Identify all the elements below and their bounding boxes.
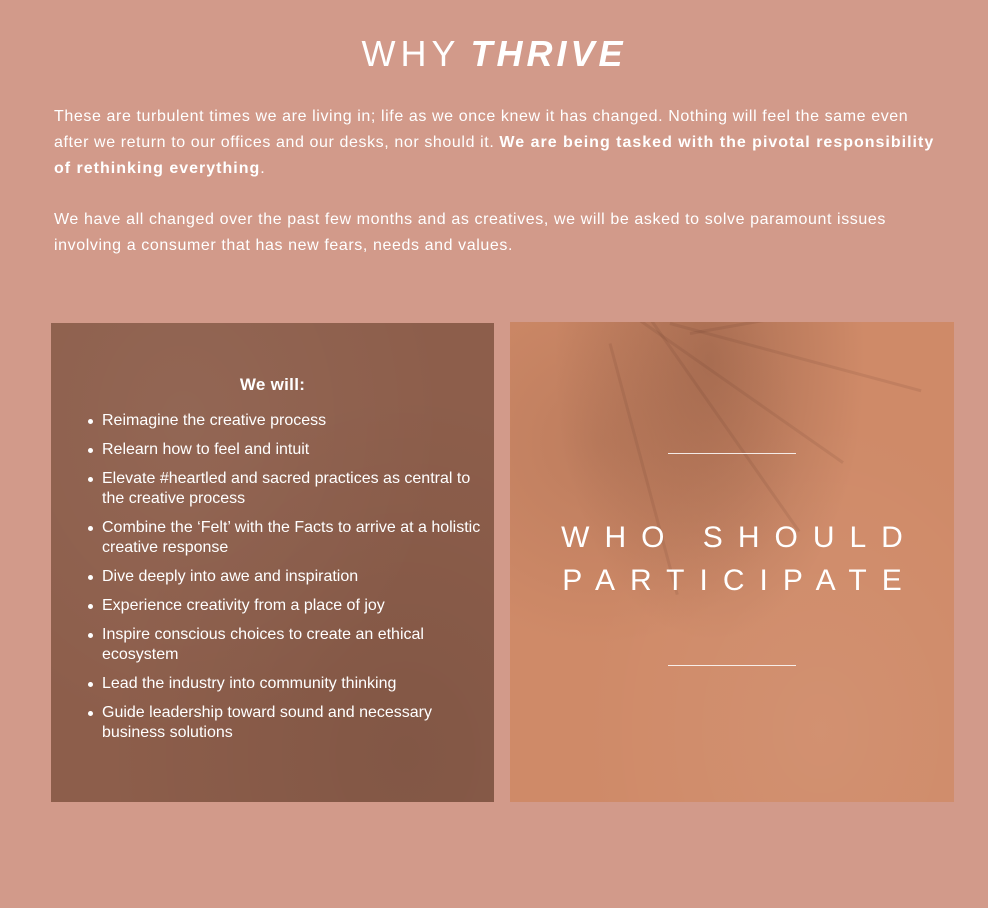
list-item: Inspire conscious choices to create an ethical ecosystem [102,625,482,665]
who-should-participate-heading [510,516,954,602]
bullet-icon [88,604,93,609]
list-item: Experience creativity from a place of joy [102,596,482,616]
intro-text [54,104,944,284]
list-item: Relearn how to feel and intuit [102,440,482,460]
leaf-shadow [670,322,922,392]
intro-p1-bold: We are being tasked with the pivotal responsibility of rethinking everything [54,134,935,177]
bullet-icon [88,419,93,424]
list-item: Reimagine the creative process [102,411,482,431]
intro-paragraph-2: We have all changed over the past few months and as creatives, we will be asked to solve paramount issues involving a consumer that has new fears, needs and values. [54,211,887,254]
intro-p1-end: . [260,160,266,177]
bullet-icon [88,682,93,687]
intro-paragraph-1 [54,104,944,182]
bullet-icon [88,448,93,453]
heading-thrive: THRIVE [470,33,627,74]
list-item: Elevate #heartled and sacred practices as central to the creative process [102,469,482,509]
bullet-icon [88,711,93,716]
section-heading [0,33,988,75]
bottom-divider [668,665,796,666]
list-item: Dive deeply into awe and inspiration [102,567,482,587]
list-item: Guide leadership toward sound and necessary business solutions [102,703,482,743]
participate-line-2: PARTICIPATE [562,564,917,597]
bullet-icon [88,526,93,531]
we-will-list [102,411,482,752]
bullet-icon [88,477,93,482]
list-item: Lead the industry into community thinking [102,674,482,694]
we-will-panel [51,323,494,802]
leaf-shadow [690,322,947,335]
we-will-title: We will: [239,375,306,394]
top-divider [668,453,796,454]
participate-line-1: WHO SHOULD [561,521,918,554]
list-item: Combine the ‘Felt’ with the Facts to arrive at a holistic creative response [102,518,482,558]
intro-p1-text: These are turbulent times we are living in; life as we once knew it has changed. Nothing will feel the same even after we return to our offices and our desks, nor should it. [54,108,909,151]
who-should-participate-panel [510,322,954,802]
bullet-icon [88,575,93,580]
bullet-icon [88,633,93,638]
heading-why: WHY [361,33,461,74]
